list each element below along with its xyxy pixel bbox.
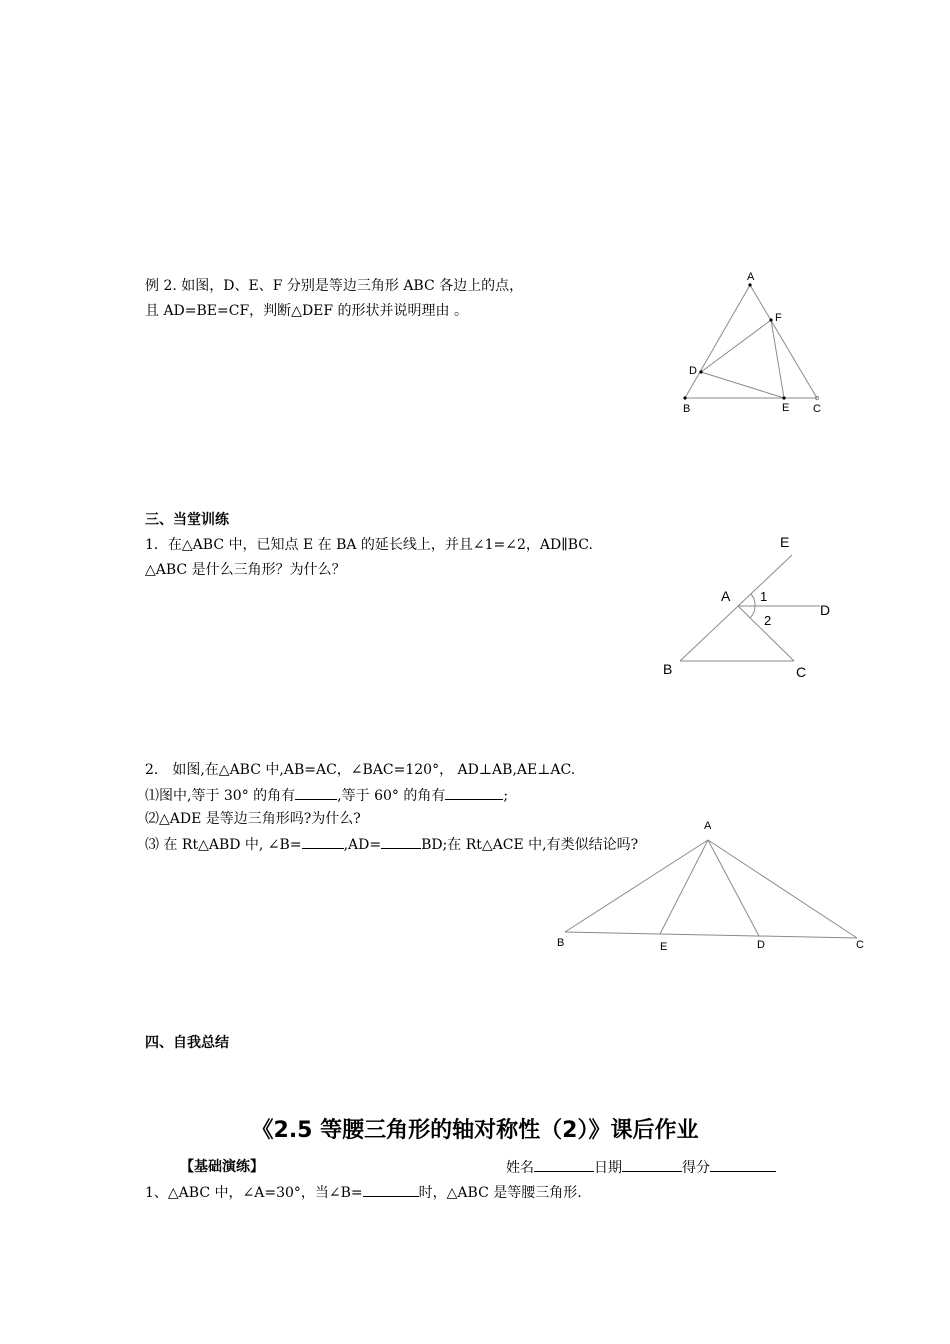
- q2-part3-text-c: BD;在 Rt△ACE 中,有类似结论吗?: [421, 837, 639, 853]
- date-label: 日期: [594, 1160, 622, 1176]
- q2-blank-ad[interactable]: [381, 835, 421, 849]
- q1-figure: [650, 525, 850, 690]
- q1-label-b: B: [663, 661, 673, 677]
- q1-label-a: A: [721, 588, 731, 604]
- example2-label-e: E: [782, 402, 790, 414]
- q2-label-c: C: [856, 939, 864, 951]
- section3-q1-line2: △ABC 是什么三角形？为什么？: [145, 562, 346, 578]
- example2-label-f: F: [775, 312, 782, 324]
- q2-label-a: A: [704, 820, 712, 832]
- q1-label-angle2: 2: [764, 613, 772, 628]
- q2-label-b: B: [557, 937, 565, 949]
- score-label: 得分: [682, 1160, 710, 1176]
- section3-q2-part1: [145, 786, 508, 805]
- homework-title: 《2.5 等腰三角形的轴对称性（2）》课后作业: [251, 1118, 699, 1143]
- q2-part3-text-b: ,AD=: [343, 837, 382, 853]
- q1-label-e: E: [780, 534, 790, 550]
- example2-line2: 且 AD=BE=CF，判断△DEF 的形状并说明理由 。: [145, 303, 469, 319]
- q2-label-d: D: [757, 939, 765, 951]
- example2-label-d: D: [689, 365, 697, 377]
- example2-label-c: C: [813, 403, 821, 415]
- q2-part3-text-a: ⑶ 在 Rt△ABD 中, ∠B=: [145, 837, 302, 853]
- homework-info-line: [506, 1158, 776, 1177]
- q2-label-e: E: [660, 941, 668, 953]
- section3-q1-line1: 1．在△ABC 中，已知点 E 在 BA 的延长线上，并且∠1=∠2，AD∥BC.: [145, 537, 593, 553]
- section4-heading: 四、自我总结: [145, 1035, 229, 1051]
- q1-label-c: C: [796, 664, 807, 680]
- q2-part1-text-b: ,等于 60° 的角有: [337, 788, 446, 804]
- section3-q2-line1: 2． 如图,在△ABC 中,AB=AC，∠BAC=120°， AD⊥AB,AE⊥AC.: [145, 762, 576, 778]
- q2-blank-angle-b[interactable]: [302, 835, 344, 849]
- name-blank[interactable]: [534, 1158, 594, 1172]
- q2-blank-60deg[interactable]: [445, 786, 503, 800]
- section3-q2-part2: ⑵△ADE 是等边三角形吗?为什么?: [145, 811, 361, 827]
- example2-label-a: A: [747, 271, 755, 283]
- q2-blank-30deg[interactable]: [295, 786, 337, 800]
- name-label: 姓名: [506, 1160, 534, 1176]
- example2-figure: [670, 265, 840, 425]
- homework-q1-blank[interactable]: [363, 1183, 419, 1197]
- section3-heading: 三、当堂训练: [145, 512, 229, 528]
- q1-label-angle1: 1: [760, 589, 768, 604]
- homework-subheading: 【基础演练】: [180, 1159, 264, 1175]
- date-blank[interactable]: [622, 1158, 682, 1172]
- q2-part1-text-a: ⑴图中,等于 30° 的角有: [145, 788, 296, 804]
- homework-q1-text-a: 1、△ABC 中，∠A=30°，当∠B=: [145, 1185, 363, 1201]
- q2-figure: [550, 815, 870, 960]
- homework-q1-text-b: 时，△ABC 是等腰三角形.: [418, 1185, 582, 1201]
- example2-label-b: B: [683, 403, 691, 415]
- q2-part1-text-c: ;: [503, 788, 509, 804]
- score-blank[interactable]: [710, 1158, 776, 1172]
- example2-line1: 例 2. 如图，D、E、F 分别是等边三角形 ABC 各边上的点，: [145, 278, 524, 294]
- q1-label-d: D: [820, 602, 831, 618]
- homework-q1: [145, 1183, 582, 1202]
